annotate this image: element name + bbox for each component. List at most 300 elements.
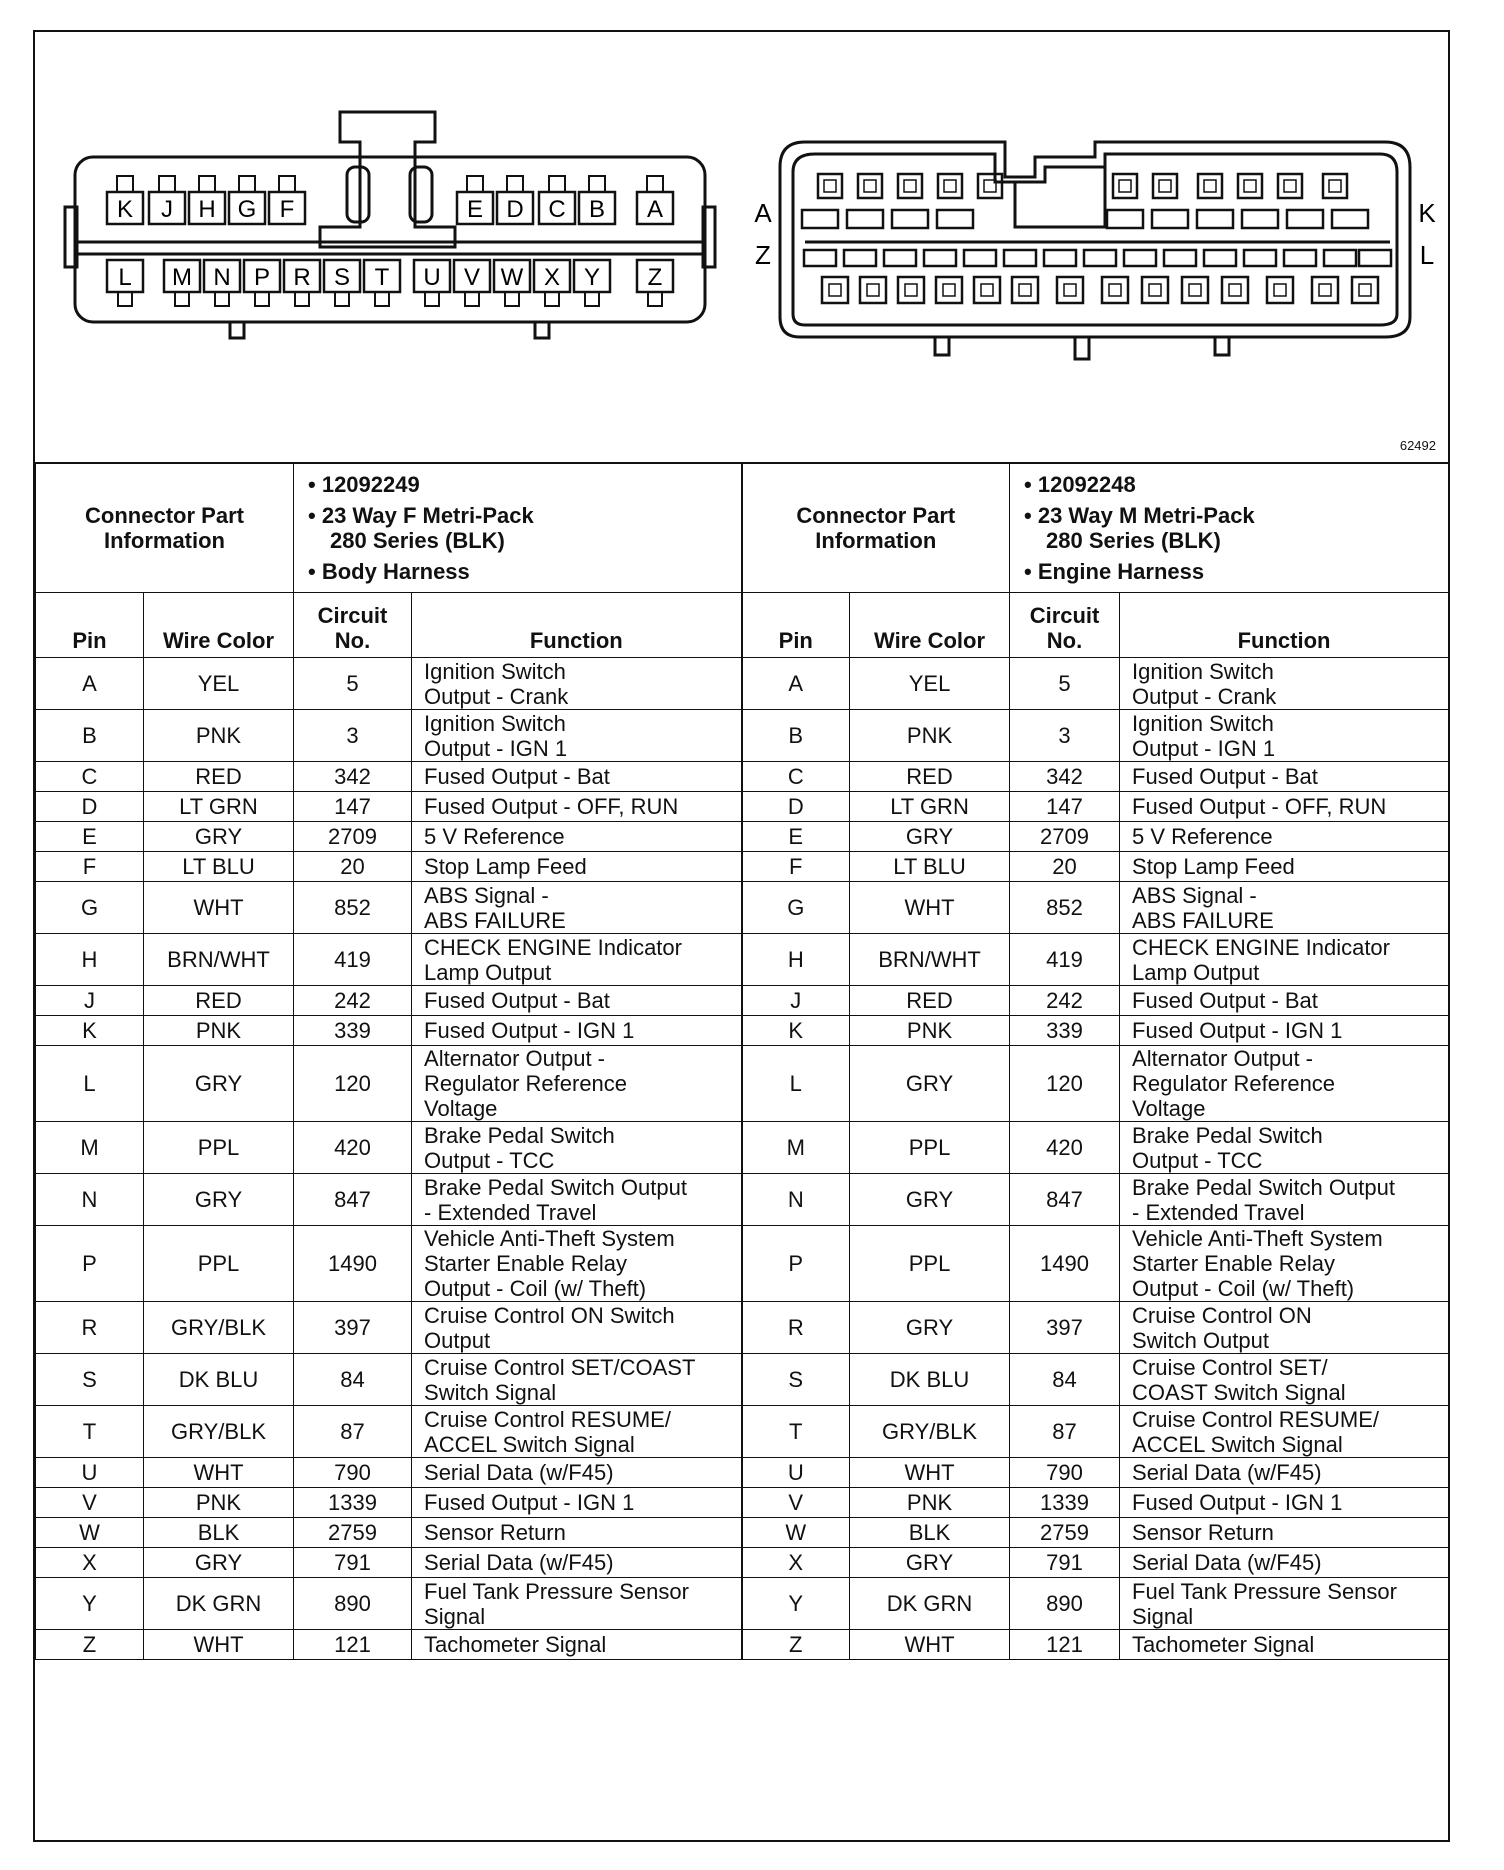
circuit-cell: 339	[1010, 1016, 1120, 1046]
wire-color-cell: GRY/BLK	[144, 1406, 294, 1458]
circuit-cell: 120	[1010, 1046, 1120, 1122]
pin-cell: J	[742, 986, 850, 1016]
pin-cell: T	[742, 1406, 850, 1458]
pin-label: D	[506, 196, 524, 223]
circuit-cell: 791	[1010, 1548, 1120, 1578]
circuit-cell: 419	[294, 934, 412, 986]
wire-color-cell: DK GRN	[144, 1578, 294, 1630]
wire-color-cell: DK BLU	[144, 1354, 294, 1406]
circuit-cell: 790	[1010, 1458, 1120, 1488]
terminal-bottom	[905, 284, 917, 296]
function-cell: Brake Pedal Switch Output - Extended Travel	[1120, 1174, 1449, 1226]
pin-label: T	[374, 264, 390, 291]
table-row	[36, 1630, 1449, 1660]
function-cell: Fused Output - OFF, RUN	[412, 792, 742, 822]
wire-color-cell: GRY/BLK	[850, 1406, 1010, 1458]
pin-cell: M	[742, 1122, 850, 1174]
circuit-cell: 852	[294, 882, 412, 934]
function-cell: Ignition Switch Output - IGN 1	[1120, 710, 1449, 762]
pin-cavity	[637, 260, 673, 306]
pin-cell: K	[742, 1016, 850, 1046]
terminal-top	[944, 180, 956, 192]
connector-drawings	[35, 32, 1448, 462]
function-cell: Fused Output - IGN 1	[1120, 1488, 1449, 1518]
function-cell: Ignition Switch Output - IGN 1	[412, 710, 742, 762]
right-connector-cavities	[802, 174, 1391, 303]
cavity-top	[818, 174, 842, 198]
circuit-cell: 342	[294, 762, 412, 792]
pin-cell: N	[742, 1174, 850, 1226]
latch-slot-upper	[1152, 210, 1188, 228]
latch-slot-lower	[1324, 250, 1356, 266]
cavity-bottom	[1312, 277, 1338, 303]
cavity-bottom	[1182, 277, 1208, 303]
circuit-cell: 419	[1010, 934, 1120, 986]
function-cell: Fuel Tank Pressure Sensor Signal	[412, 1578, 742, 1630]
circuit-cell: 120	[294, 1046, 412, 1122]
latch-slot-lower	[1244, 250, 1276, 266]
terminal-bottom	[1229, 284, 1241, 296]
function-cell: Cruise Control SET/COAST Switch Signal	[412, 1354, 742, 1406]
pinout-table	[35, 462, 1449, 1660]
function-cell: Fused Output - IGN 1	[412, 1488, 742, 1518]
wire-color-cell: WHT	[850, 1630, 1010, 1660]
figure-number: 62492	[1399, 438, 1436, 453]
wire-color-cell: RED	[144, 986, 294, 1016]
circuit-cell: 121	[1010, 1630, 1120, 1660]
wire-color-cell: GRY	[850, 822, 1010, 852]
latch-slot-lower	[1004, 250, 1036, 266]
function-cell: Alternator Output - Regulator Reference Voltage	[1120, 1046, 1449, 1122]
circuit-cell: 847	[1010, 1174, 1120, 1226]
circuit-cell: 84	[1010, 1354, 1120, 1406]
right-connector-label-z: Z	[755, 240, 771, 270]
table-row	[36, 1046, 1449, 1122]
pin-cavity	[229, 176, 265, 224]
pin-cavity	[494, 260, 530, 306]
left-info-details	[294, 463, 742, 593]
table-row	[36, 1488, 1449, 1518]
terminal-bottom	[1359, 284, 1371, 296]
table-row	[36, 1302, 1449, 1354]
function-cell: Fused Output - Bat	[412, 986, 742, 1016]
header-wire-color-left: Wire Color	[144, 593, 294, 658]
circuit-cell: 242	[1010, 986, 1120, 1016]
terminal-top	[864, 180, 876, 192]
circuit-cell: 790	[294, 1458, 412, 1488]
table-row	[36, 986, 1449, 1016]
circuit-cell: 339	[294, 1016, 412, 1046]
function-cell: Cruise Control RESUME/ ACCEL Switch Signal	[1120, 1406, 1449, 1458]
function-cell: Sensor Return	[412, 1518, 742, 1548]
circuit-cell: 1490	[1010, 1226, 1120, 1302]
wire-color-cell: RED	[850, 986, 1010, 1016]
pin-cell: E	[742, 822, 850, 852]
wire-color-cell: BRN/WHT	[850, 934, 1010, 986]
pin-cell: G	[742, 882, 850, 934]
pin-cavity	[364, 260, 400, 306]
terminal-bottom	[1064, 284, 1076, 296]
pin-cell: B	[36, 710, 144, 762]
wire-color-cell: WHT	[144, 1458, 294, 1488]
circuit-cell: 397	[294, 1302, 412, 1354]
wire-color-cell: RED	[850, 762, 1010, 792]
cavity-top	[1113, 174, 1137, 198]
pin-label: N	[213, 264, 231, 291]
circuit-cell: 2709	[1010, 822, 1120, 852]
wire-color-cell: YEL	[850, 658, 1010, 710]
circuit-cell: 420	[294, 1122, 412, 1174]
table-row	[36, 1122, 1449, 1174]
pin-cavity	[164, 260, 200, 306]
terminal-top	[1329, 180, 1341, 192]
latch-slot-lower	[1164, 250, 1196, 266]
latch-slot-lower	[924, 250, 956, 266]
function-cell: Tachometer Signal	[412, 1630, 742, 1660]
function-cell: Fuel Tank Pressure Sensor Signal	[1120, 1578, 1449, 1630]
terminal-top	[1284, 180, 1296, 192]
pin-label: K	[116, 196, 134, 223]
function-cell: Serial Data (w/F45)	[1120, 1548, 1449, 1578]
latch-slot-lower	[1284, 250, 1316, 266]
table-row	[36, 1226, 1449, 1302]
function-cell: Alternator Output - Regulator Reference Voltage	[412, 1046, 742, 1122]
terminal-bottom	[1319, 284, 1331, 296]
function-cell: Tachometer Signal	[1120, 1630, 1449, 1660]
function-cell: Fused Output - Bat	[1120, 762, 1449, 792]
pin-cavity	[324, 260, 360, 306]
wire-color-cell: GRY	[144, 1046, 294, 1122]
right-connector-series: 280 Series (BLK)	[1046, 527, 1221, 553]
wire-color-cell: PNK	[850, 1016, 1010, 1046]
latch-slot-upper	[1242, 210, 1278, 228]
table-row	[36, 882, 1449, 934]
function-cell: Brake Pedal Switch Output - Extended Travel	[412, 1174, 742, 1226]
function-cell: Serial Data (w/F45)	[412, 1548, 742, 1578]
circuit-cell: 342	[1010, 762, 1120, 792]
pin-cell: Y	[742, 1578, 850, 1630]
pin-cavity	[534, 260, 570, 306]
pin-cavity	[539, 176, 575, 224]
cavity-top	[1198, 174, 1222, 198]
circuit-cell: 791	[294, 1548, 412, 1578]
pin-label: U	[423, 264, 441, 291]
wire-color-cell: PNK	[850, 710, 1010, 762]
circuit-cell: 87	[1010, 1406, 1120, 1458]
latch-slot-upper	[847, 210, 883, 228]
terminal-bottom	[943, 284, 955, 296]
wire-color-cell: PPL	[850, 1226, 1010, 1302]
pin-cavity	[284, 260, 320, 306]
circuit-cell: 852	[1010, 882, 1120, 934]
table-row	[36, 934, 1449, 986]
pin-label: Y	[583, 264, 601, 291]
column-header-row	[36, 593, 1449, 658]
function-cell: Fused Output - Bat	[412, 762, 742, 792]
circuit-cell: 87	[294, 1406, 412, 1458]
function-cell: CHECK ENGINE Indicator Lamp Output	[412, 934, 742, 986]
function-cell: Cruise Control ON Switch Output	[412, 1302, 742, 1354]
cavity-top	[938, 174, 962, 198]
wire-color-cell: WHT	[850, 882, 1010, 934]
table-row	[36, 658, 1449, 710]
circuit-cell: 20	[294, 852, 412, 882]
terminal-top	[1159, 180, 1171, 192]
function-cell: Fused Output - IGN 1	[1120, 1016, 1449, 1046]
table-row	[36, 1548, 1449, 1578]
wire-color-cell: PNK	[144, 1016, 294, 1046]
left-connector-type: • 23 Way F Metri-Pack	[308, 502, 534, 528]
circuit-cell: 5	[294, 658, 412, 710]
pin-label: C	[548, 196, 566, 223]
latch-slot-lower	[1044, 250, 1076, 266]
function-cell: Serial Data (w/F45)	[1120, 1458, 1449, 1488]
pin-label: R	[293, 264, 311, 291]
pin-cell: S	[36, 1354, 144, 1406]
table-row	[36, 1458, 1449, 1488]
pin-cavity	[107, 176, 143, 224]
wire-color-cell: GRY	[144, 822, 294, 852]
circuit-cell: 3	[294, 710, 412, 762]
circuit-cell: 3	[1010, 710, 1120, 762]
wire-color-cell: BRN/WHT	[144, 934, 294, 986]
function-cell: Brake Pedal Switch Output - TCC	[1120, 1122, 1449, 1174]
terminal-top	[904, 180, 916, 192]
wire-color-cell: GRY	[850, 1046, 1010, 1122]
cavity-bottom	[1102, 277, 1128, 303]
latch-slot-upper	[802, 210, 838, 228]
wire-color-cell: GRY	[144, 1548, 294, 1578]
wire-color-cell: DK GRN	[850, 1578, 1010, 1630]
latch-slot-upper	[892, 210, 928, 228]
right-harness: • Engine Harness	[1024, 558, 1205, 584]
terminal-bottom	[1189, 284, 1201, 296]
terminal-bottom	[867, 284, 879, 296]
wire-color-cell: GRY	[850, 1302, 1010, 1354]
table-row	[36, 852, 1449, 882]
latch-slot-lower	[1124, 250, 1156, 266]
pin-cell: P	[742, 1226, 850, 1302]
pin-label: H	[198, 196, 216, 223]
table-row	[36, 710, 1449, 762]
latch-slot-lower	[804, 250, 836, 266]
terminal-top	[1204, 180, 1216, 192]
latch-slot-upper	[1197, 210, 1233, 228]
circuit-cell: 121	[294, 1630, 412, 1660]
right-connector-label-a: A	[754, 198, 772, 228]
left-part-number: • 12092249	[308, 471, 420, 497]
circuit-cell: 84	[294, 1354, 412, 1406]
pin-label: W	[500, 264, 524, 291]
connector-diagram	[35, 32, 1448, 464]
function-cell: Ignition Switch Output - Crank	[412, 658, 742, 710]
pin-cell: H	[742, 934, 850, 986]
pin-cell: A	[742, 658, 850, 710]
terminal-bottom	[829, 284, 841, 296]
circuit-cell: 2709	[294, 822, 412, 852]
wire-color-cell: GRY	[144, 1174, 294, 1226]
terminal-bottom	[1149, 284, 1161, 296]
header-pin-left: Pin	[36, 593, 144, 658]
pin-cell: U	[742, 1458, 850, 1488]
circuit-cell: 20	[1010, 852, 1120, 882]
table-row	[36, 1578, 1449, 1630]
pin-label: G	[237, 196, 257, 223]
pin-cell: K	[36, 1016, 144, 1046]
circuit-cell: 420	[1010, 1122, 1120, 1174]
latch-slot-lower	[844, 250, 876, 266]
pin-label: J	[161, 196, 173, 223]
cavity-top	[898, 174, 922, 198]
terminal-bottom	[981, 284, 993, 296]
connector-info-row	[36, 463, 1449, 593]
pin-label: B	[588, 196, 606, 223]
pin-cell: Y	[36, 1578, 144, 1630]
pin-cell: H	[36, 934, 144, 986]
latch-slot-lower	[1084, 250, 1116, 266]
cavity-top	[1153, 174, 1177, 198]
function-cell: ABS Signal - ABS FAILURE	[1120, 882, 1449, 934]
cavity-bottom	[1267, 277, 1293, 303]
pin-cavity	[269, 176, 305, 224]
cavity-bottom	[974, 277, 1000, 303]
cavity-bottom	[822, 277, 848, 303]
cavity-bottom	[1057, 277, 1083, 303]
pin-cavity	[457, 176, 493, 224]
function-cell: Cruise Control ON Switch Output	[1120, 1302, 1449, 1354]
cavity-bottom	[898, 277, 924, 303]
latch-slot-lower	[1359, 250, 1391, 266]
circuit-cell: 2759	[1010, 1518, 1120, 1548]
pin-cavity	[204, 260, 240, 306]
terminal-top	[1119, 180, 1131, 192]
pin-cell: V	[742, 1488, 850, 1518]
circuit-cell: 1339	[1010, 1488, 1120, 1518]
function-cell: 5 V Reference	[412, 822, 742, 852]
circuit-cell: 147	[294, 792, 412, 822]
terminal-bottom	[1274, 284, 1286, 296]
latch-slot-upper	[937, 210, 973, 228]
wire-color-cell: BLK	[850, 1518, 1010, 1548]
pin-cell: E	[36, 822, 144, 852]
wire-color-cell: PNK	[850, 1488, 1010, 1518]
cavity-top	[978, 174, 1002, 198]
wiring-sheet	[33, 30, 1450, 1842]
pin-label: F	[279, 196, 295, 223]
function-cell: Ignition Switch Output - Crank	[1120, 658, 1449, 710]
pin-label: S	[333, 264, 351, 291]
pin-cell: S	[742, 1354, 850, 1406]
pin-cell: W	[742, 1518, 850, 1548]
pin-cell: V	[36, 1488, 144, 1518]
table-row	[36, 1016, 1449, 1046]
circuit-cell: 1490	[294, 1226, 412, 1302]
pin-cell: Z	[36, 1630, 144, 1660]
right-info-details	[1010, 463, 1449, 593]
wire-color-cell: PPL	[144, 1122, 294, 1174]
table-row	[36, 1518, 1449, 1548]
pin-cell: P	[36, 1226, 144, 1302]
wire-color-cell: LT BLU	[850, 852, 1010, 882]
wire-color-cell: GRY/BLK	[144, 1302, 294, 1354]
header-circuit-right: Circuit No.	[1010, 593, 1120, 658]
header-pin-right: Pin	[742, 593, 850, 658]
left-connector-top-pins	[107, 176, 673, 224]
function-cell: CHECK ENGINE Indicator Lamp Output	[1120, 934, 1449, 986]
pin-cell: J	[36, 986, 144, 1016]
function-cell: Cruise Control RESUME/ ACCEL Switch Signal	[412, 1406, 742, 1458]
wire-color-cell: PPL	[144, 1226, 294, 1302]
circuit-cell: 242	[294, 986, 412, 1016]
table-row	[36, 1174, 1449, 1226]
right-connector-label-l: L	[1419, 240, 1435, 270]
pin-cavity	[244, 260, 280, 306]
circuit-cell: 847	[294, 1174, 412, 1226]
pin-cavity	[149, 176, 185, 224]
latch-slot-upper	[1332, 210, 1368, 228]
pin-label: M	[172, 264, 192, 291]
pin-cell: R	[36, 1302, 144, 1354]
pin-label: V	[463, 264, 481, 291]
wire-color-cell: WHT	[144, 1630, 294, 1660]
circuit-cell: 2759	[294, 1518, 412, 1548]
function-cell: Fused Output - Bat	[1120, 986, 1449, 1016]
pin-label: A	[646, 196, 664, 223]
terminal-bottom	[1019, 284, 1031, 296]
cavity-bottom	[1352, 277, 1378, 303]
cavity-bottom	[936, 277, 962, 303]
circuit-cell: 890	[294, 1578, 412, 1630]
table-row	[36, 822, 1449, 852]
function-cell: Stop Lamp Feed	[1120, 852, 1449, 882]
pin-cavity	[454, 260, 490, 306]
function-cell: Serial Data (w/F45)	[412, 1458, 742, 1488]
wire-color-cell: PNK	[144, 1488, 294, 1518]
function-cell: Brake Pedal Switch Output - TCC	[412, 1122, 742, 1174]
cavity-top	[1278, 174, 1302, 198]
pin-cell: U	[36, 1458, 144, 1488]
latch-slot-lower	[1204, 250, 1236, 266]
pin-cell: C	[36, 762, 144, 792]
pin-cell: N	[36, 1174, 144, 1226]
function-cell: Fused Output - IGN 1	[412, 1016, 742, 1046]
table-row	[36, 1406, 1449, 1458]
pin-cavity	[497, 176, 533, 224]
wire-color-cell: LT BLU	[144, 852, 294, 882]
function-cell: 5 V Reference	[1120, 822, 1449, 852]
pin-cell: M	[36, 1122, 144, 1174]
pin-cell: F	[742, 852, 850, 882]
function-cell: Fused Output - OFF, RUN	[1120, 792, 1449, 822]
left-info-label: Connector Part Information	[36, 463, 294, 593]
wire-color-cell: GRY	[850, 1548, 1010, 1578]
header-function-left: Function	[412, 593, 742, 658]
right-info-label: Connector Part Information	[742, 463, 1010, 593]
pin-label: X	[543, 264, 561, 291]
pin-cavity	[189, 176, 225, 224]
wire-color-cell: DK BLU	[850, 1354, 1010, 1406]
pin-cell: L	[742, 1046, 850, 1122]
cavity-bottom	[1142, 277, 1168, 303]
wire-color-cell: YEL	[144, 658, 294, 710]
table-row	[36, 792, 1449, 822]
wire-color-cell: LT GRN	[850, 792, 1010, 822]
function-cell: Vehicle Anti-Theft System Starter Enable Relay Output - Coil (w/ Theft)	[412, 1226, 742, 1302]
right-part-number: • 12092248	[1024, 471, 1136, 497]
pin-cavity	[637, 176, 673, 224]
cavity-top	[858, 174, 882, 198]
pin-cell: X	[36, 1548, 144, 1578]
